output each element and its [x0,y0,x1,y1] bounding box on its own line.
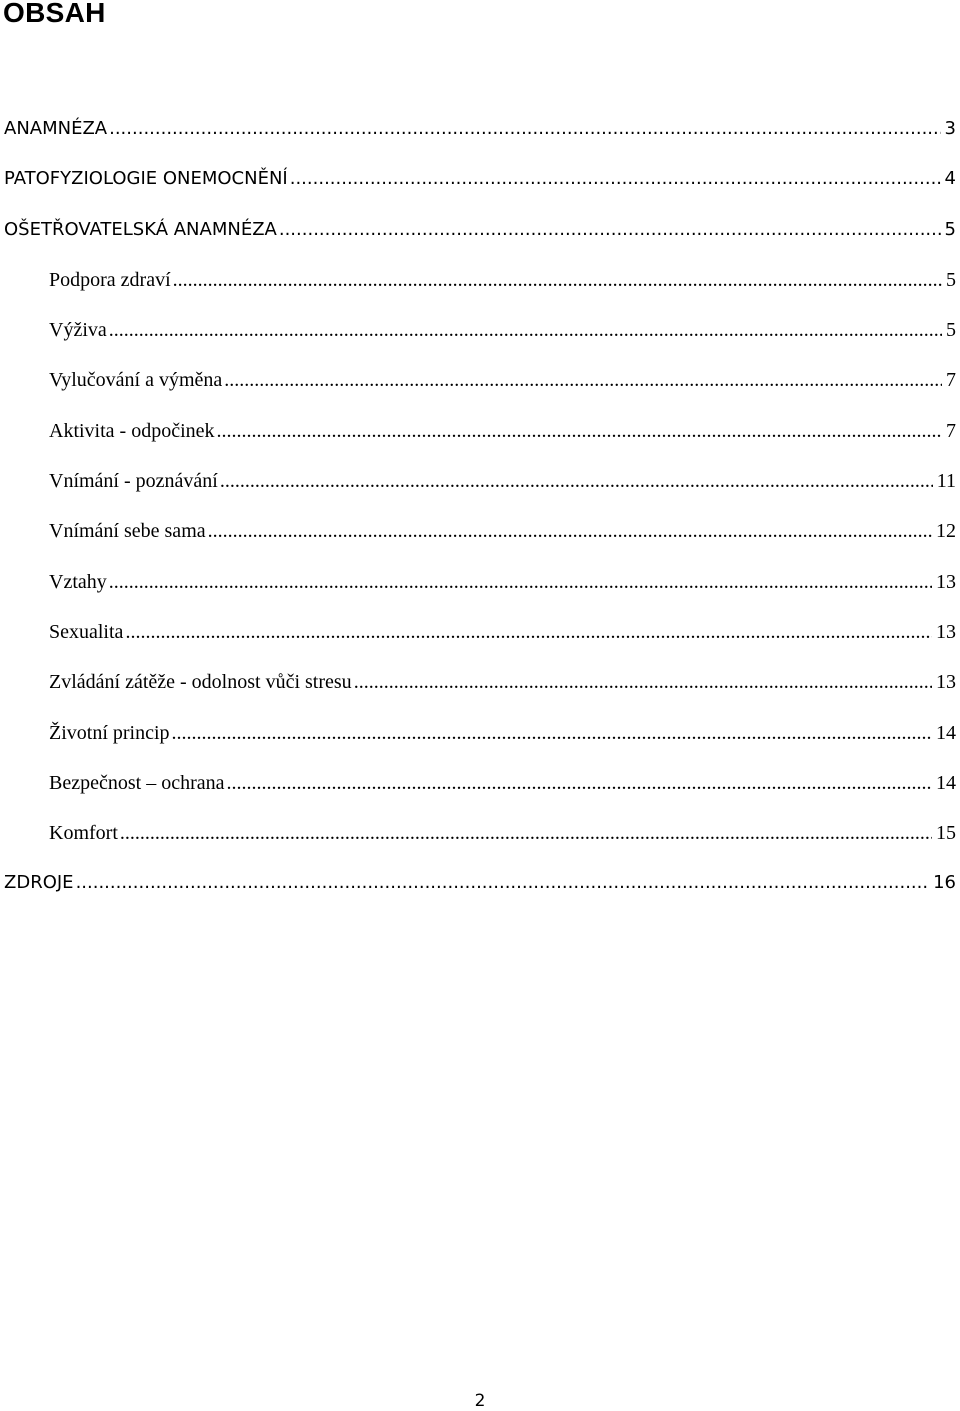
toc-entry-label: PATOFYZIOLOGIE ONEMOCNĚNÍ [4,168,288,190]
toc-dot-leader [354,669,932,695]
toc-entry-label: Životní princip [49,721,170,744]
toc-entry-label: Zvládání zátěže - odolnost vůči stresu [49,671,352,694]
toc-dot-leader [76,870,930,896]
toc-dot-leader [125,619,932,645]
toc-entry[interactable] [0,870,960,920]
page-number: 2 [474,1391,486,1411]
toc-entry[interactable] [0,267,960,317]
toc-dot-leader [217,418,942,444]
toc-dot-leader [172,720,932,746]
toc-entry-page: 14 [936,771,956,794]
toc-entry[interactable] [0,770,960,820]
toc-dot-leader [109,569,932,595]
toc-entry[interactable] [0,317,960,367]
toc-dot-leader [109,317,942,343]
toc-entry-label: ZDROJE [4,872,74,894]
toc-entry-label: ANAMNÉZA [4,118,108,139]
toc-dot-leader [226,770,932,796]
toc-entry[interactable] [0,166,960,216]
toc-entry[interactable] [0,217,960,267]
toc-entry-page: 5 [946,268,956,291]
table-of-contents [0,116,960,921]
toc-entry[interactable] [0,619,960,669]
toc-dot-leader [109,116,940,142]
toc-entry-label: Vylučování a výměna [49,369,223,392]
toc-entry[interactable] [0,468,960,518]
toc-entry-page: 13 [936,671,956,694]
toc-entry-page: 11 [936,470,956,493]
toc-entry[interactable] [0,669,960,719]
toc-dot-leader [173,267,942,293]
toc-entry-label: Aktivita - odpočinek [49,419,215,442]
toc-entry-label: Komfort [49,822,118,845]
toc-entry[interactable] [0,367,960,417]
toc-entry[interactable] [0,569,960,619]
toc-entry[interactable] [0,418,960,468]
toc-entry-page: 4 [944,168,956,190]
toc-dot-leader [224,367,942,393]
toc-entry-label: Podpora zdraví [49,268,171,291]
toc-entry-label: Bezpečnost – ochrana [49,771,225,794]
toc-entry-page: 13 [936,570,956,593]
toc-entry-page: 7 [946,419,956,442]
toc-entry-label: Vnímání sebe sama [49,520,206,543]
toc-entry-label: Vnímání - poznávání [49,470,218,493]
toc-dot-leader [290,166,941,192]
toc-entry[interactable] [0,720,960,770]
toc-entry-label: Vztahy [49,570,107,593]
toc-entry-page: 14 [936,721,956,744]
page-title: OBSAH [3,0,106,28]
toc-entry-page: 7 [946,369,956,392]
toc-entry[interactable] [0,820,960,870]
toc-entry-page: 5 [944,218,956,240]
toc-entry-page: 3 [944,118,956,139]
toc-entry-page: 5 [946,319,956,342]
toc-entry[interactable] [0,518,960,568]
toc-entry-label: Sexualita [49,620,124,643]
toc-dot-leader [120,820,932,846]
toc-dot-leader [220,468,933,494]
toc-entry-page: 15 [936,822,956,845]
toc-entry-label: Výživa [49,319,107,342]
toc-entry-label: OŠETŘOVATELSKÁ ANAMNÉZA [4,218,277,240]
toc-entry-page: 16 [933,872,956,894]
toc-entry-page: 13 [936,620,956,643]
toc-entry-page: 12 [936,520,956,543]
toc-dot-leader [208,518,932,544]
toc-dot-leader [279,217,941,243]
toc-entry[interactable] [0,116,960,166]
